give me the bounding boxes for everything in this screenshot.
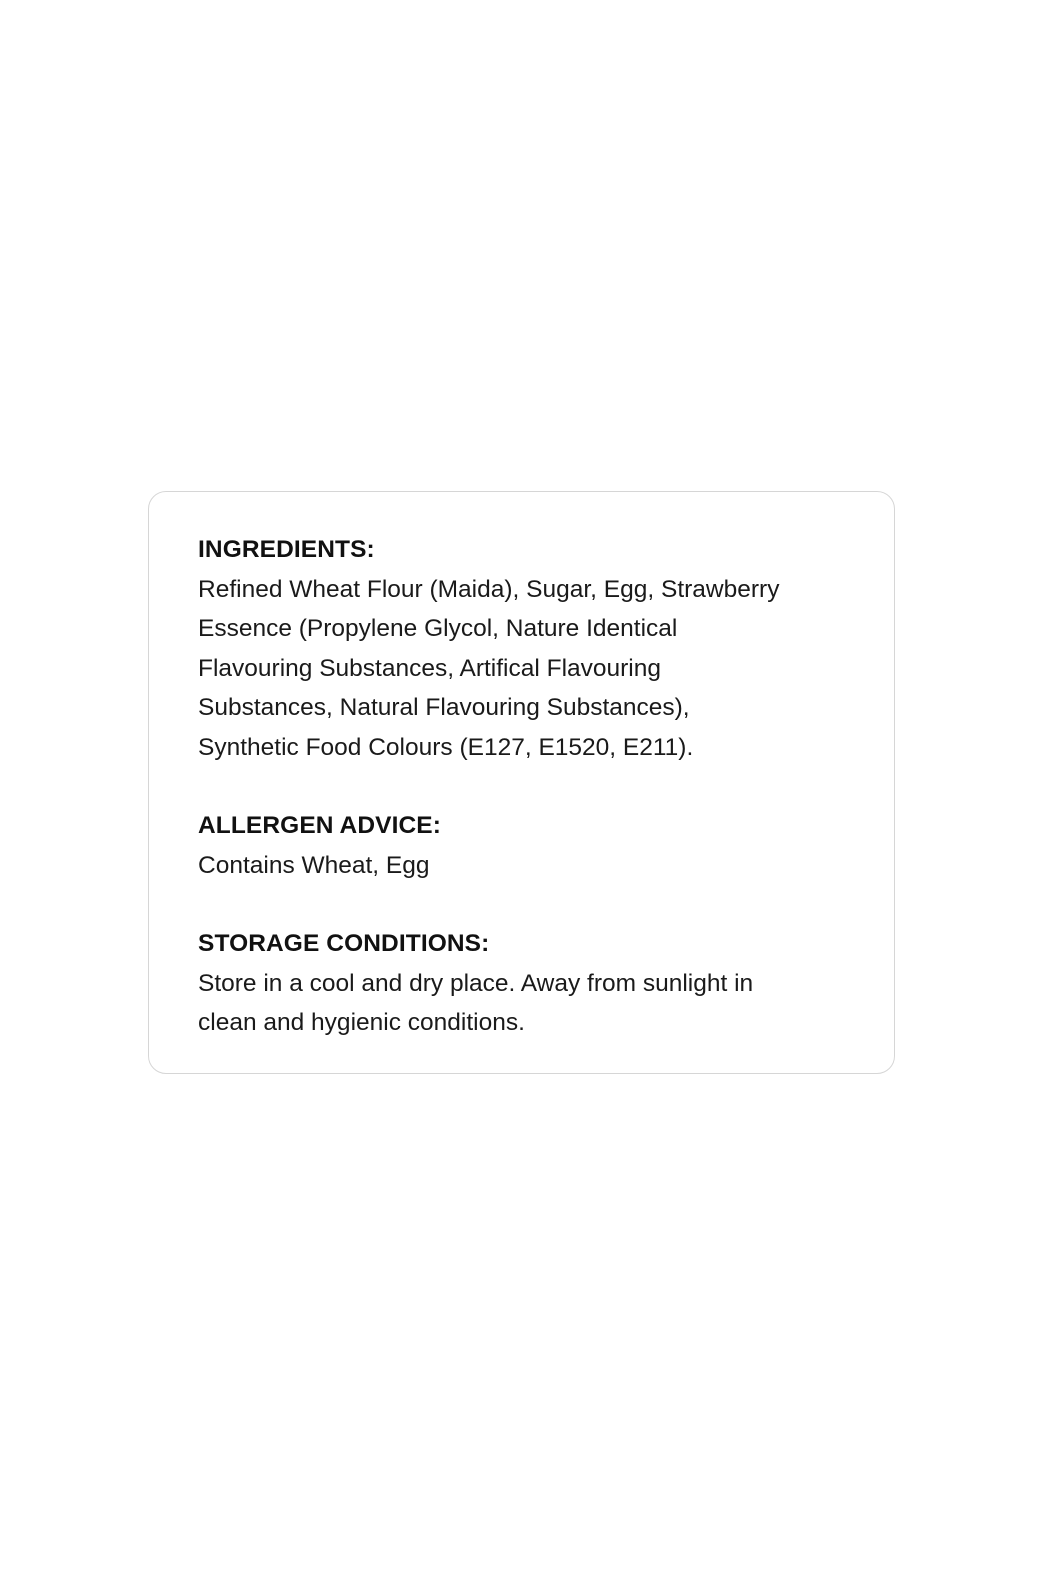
storage-section	[198, 924, 854, 1043]
product-info-card	[148, 491, 895, 1074]
ingredients-section	[198, 530, 854, 767]
allergen-text: Contains Wheat, Egg	[198, 851, 430, 879]
ingredients-text: Refined Wheat Flour (Maida), Sugar, Egg, Strawberry Essence (Propylene Glycol, Nature Identical Flavouring Substances, Artifical Flavouring Substances, Natural Flavouring Substances), Synthetic Food Colours (E127, E1520, E211).	[198, 575, 780, 761]
ingredients-heading: INGREDIENTS:	[198, 536, 375, 563]
allergen-section	[198, 806, 854, 885]
allergen-heading: ALLERGEN ADVICE:	[198, 812, 441, 839]
storage-text: Store in a cool and dry place. Away from sunlight in clean and hygienic conditions.	[198, 969, 754, 1036]
storage-heading: STORAGE CONDITIONS:	[198, 930, 490, 957]
